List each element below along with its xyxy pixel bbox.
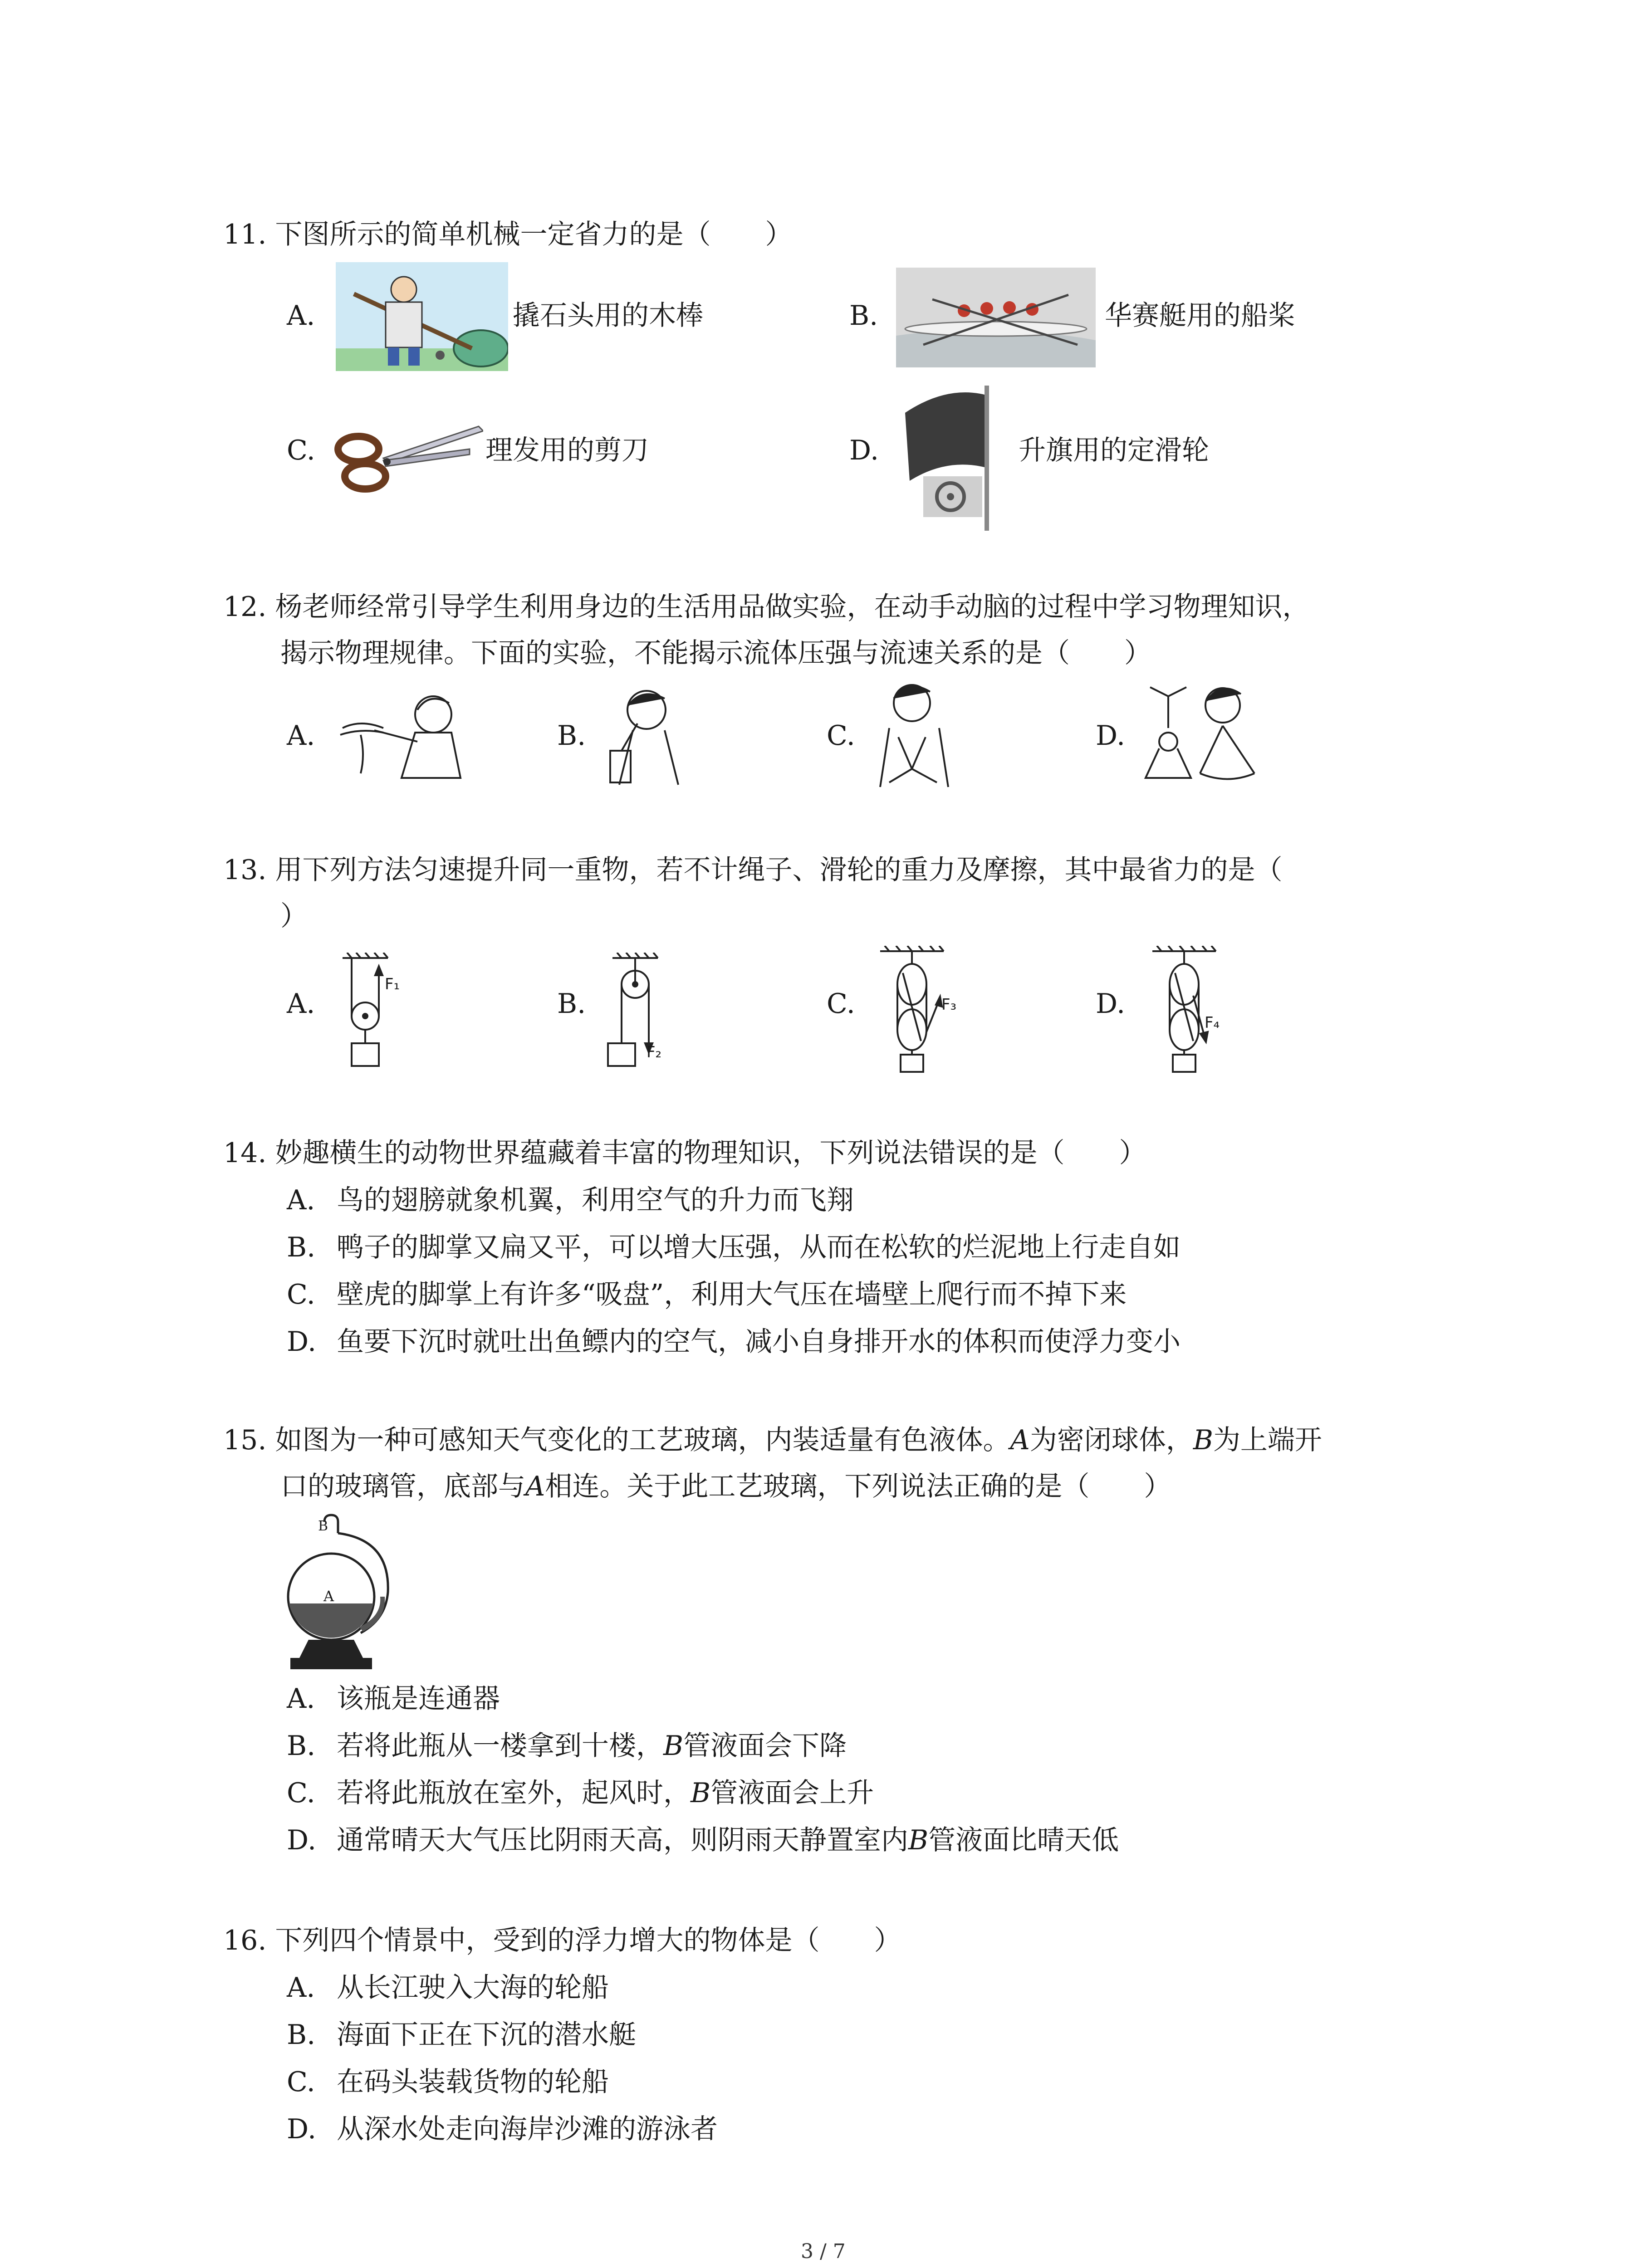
- q14-option-c-text: 壁虎的脚掌上有许多“吸盘”，利用大气压在墙壁上爬行而不掉下来: [337, 1279, 1127, 1310]
- q11-option-b-label: B.: [849, 300, 878, 332]
- q12-option-c-label: C.: [827, 720, 855, 752]
- q14-option-d-label: D.: [287, 1326, 317, 1358]
- q14-stem: 14. 妙趣横生的动物世界蕴藏着丰富的物理知识，下列说法错误的是（ ）: [223, 1137, 1146, 1169]
- q11-option-a-text: 撬石头用的木棒: [513, 300, 703, 332]
- q15-figure-label-a: A: [323, 1588, 334, 1605]
- q16-option-d-label: D.: [287, 2113, 317, 2145]
- q15-var-a: A: [1010, 1424, 1030, 1456]
- q14-option-b-label: B.: [287, 1232, 316, 1263]
- q12-figure-a-blowing-paper-strips: [333, 683, 470, 787]
- q16-option-b-text: 海面下正在下沉的潜水艇: [337, 2019, 636, 2051]
- q15-figure-label-b: B: [318, 1518, 328, 1534]
- q13-figure-d-pulley-block: [1143, 946, 1234, 1073]
- q15-option-a-pre: 该瓶是连通器: [337, 1683, 500, 1715]
- q15-option-a-text: [337, 1683, 500, 1715]
- q13-force-label-f2: F₂: [647, 1043, 662, 1061]
- q12-option-a-label: A.: [287, 720, 315, 752]
- q13-stem-line2: ）: [280, 900, 308, 932]
- q12-option-d-label: D.: [1096, 720, 1126, 752]
- q16-stem: 16. 下列四个情景中，受到的浮力增大的物体是（ ）: [223, 1925, 901, 1956]
- q15-option-a-label: A.: [287, 1683, 315, 1715]
- q11-stem: 11. 下图所示的简单机械一定省力的是（ ）: [223, 219, 793, 250]
- q15-option-c-post: 管液面会上升: [710, 1777, 874, 1809]
- q15-stem-line1-part2: 为密闭球体，: [1029, 1424, 1193, 1456]
- q15-option-b-label: B.: [287, 1730, 316, 1762]
- q16-option-d-text: 从深水处走向海岸沙滩的游泳者: [337, 2113, 718, 2145]
- q13-force-label-f1: F₁: [385, 975, 400, 993]
- q12-figure-c-blowing-between-papers: [871, 678, 962, 792]
- q15-stem-line1: [223, 1424, 1322, 1456]
- q11-option-b-text: 华赛艇用的船桨: [1105, 300, 1295, 332]
- q11-option-d-label: D.: [849, 435, 879, 466]
- q14-option-c-label: C.: [287, 1279, 315, 1310]
- q15-option-d-label: D.: [287, 1824, 317, 1856]
- q12-stem-line1: 12. 杨老师经常引导学生利用身边的生活用品做实验，在动手动脑的过程中学习物理知识，: [223, 591, 1310, 623]
- q12-figure-b-drinking-straw: [601, 683, 692, 787]
- q11-option-c-label: C.: [287, 435, 315, 466]
- q11-figure-a-lever: [336, 262, 508, 371]
- q15-option-b-post: 管液面会下降: [683, 1730, 847, 1762]
- q15-option-d-post: 管液面比晴天低: [928, 1824, 1119, 1856]
- q13-stem-line1: 13. 用下列方法匀速提升同一重物，若不计绳子、滑轮的重力及摩擦，其中最省力的是（: [223, 854, 1283, 886]
- q15-option-b-text: [337, 1732, 847, 1760]
- q15-stem-line2-var: A: [525, 1471, 545, 1502]
- q11-option-d-text: 升旗用的定滑轮: [1019, 435, 1209, 466]
- q16-option-c-label: C.: [287, 2066, 315, 2098]
- q15-stem-line2: [280, 1473, 1171, 1500]
- q15-stem-line2-part1: 口的玻璃管，底部与: [280, 1471, 525, 1502]
- q15-option-c-label: C.: [287, 1777, 315, 1809]
- page-number: 3 / 7: [801, 2240, 846, 2263]
- q13-option-a-label: A.: [287, 988, 315, 1020]
- q14-option-d-text: 鱼要下沉时就吐出鱼鳔内的空气，减小自身排开水的体积而使浮力变小: [337, 1326, 1181, 1358]
- q15-option-c-var: B: [691, 1777, 711, 1809]
- q16-option-a-label: A.: [287, 1972, 315, 2004]
- q11-figure-c-scissors: [333, 417, 483, 499]
- q15-option-b-var: B: [663, 1730, 684, 1762]
- q13-option-c-label: C.: [827, 988, 855, 1020]
- q15-stem-line1-part3: 为上端开: [1213, 1424, 1322, 1456]
- q13-option-d-label: D.: [1096, 988, 1126, 1020]
- q16-option-a-text: 从长江驶入大海的轮船: [337, 1972, 609, 2004]
- q15-option-d-text: [337, 1824, 1119, 1856]
- q15-option-b-pre: 若将此瓶从一楼拿到十楼，: [337, 1730, 663, 1762]
- q14-option-b-text: 鸭子的脚掌又扁又平，可以增大压强，从而在松软的烂泥地上行走自如: [337, 1232, 1181, 1263]
- q15-figure-weather-glass: [281, 1513, 399, 1676]
- q11-option-c-text: 理发用的剪刀: [485, 435, 649, 466]
- q15-var-b: B: [1193, 1424, 1213, 1456]
- q15-option-d-var: B: [908, 1824, 929, 1856]
- q14-option-a-label: A.: [287, 1184, 315, 1216]
- q11-figure-b-rowing-boat: [896, 268, 1096, 367]
- q12-option-b-label: B.: [557, 720, 586, 752]
- q15-option-c-pre: 若将此瓶放在室外，起风时，: [337, 1777, 691, 1809]
- q12-stem-line2: 揭示物理规律。下面的实验，不能揭示流体压强与流速关系的是（ ）: [280, 637, 1151, 669]
- q13-force-label-f4: F₄: [1205, 1014, 1220, 1032]
- q11-figure-d-flagpole-pulley: [896, 386, 1000, 531]
- q13-force-label-f3: F₃: [941, 996, 957, 1014]
- q11-option-a-label: A.: [287, 300, 315, 332]
- q15-stem-line2-part2: 相连。关于此工艺玻璃，下列说法正确的是（ ）: [545, 1471, 1171, 1502]
- q16-option-c-text: 在码头装载货物的轮船: [337, 2066, 609, 2098]
- q13-figure-a-movable-pulley: [338, 953, 411, 1070]
- q15-stem-line1-part1: 15. 如图为一种可感知天气变化的工艺玻璃，内装适量有色液体。: [223, 1424, 1010, 1456]
- q15-option-d-pre: 通常晴天大气压比阴雨天高，则阴雨天静置室内: [337, 1824, 908, 1856]
- q13-figure-b-fixed-pulley: [603, 953, 676, 1070]
- q14-option-a-text: 鸟的翅膀就象机翼，利用空气的升力而飞翔: [337, 1184, 854, 1216]
- q16-option-b-label: B.: [287, 2019, 316, 2051]
- q12-figure-d-hairdryer-balloons: [1141, 678, 1259, 792]
- q15-option-c-text: [337, 1779, 874, 1807]
- q13-option-b-label: B.: [557, 988, 586, 1020]
